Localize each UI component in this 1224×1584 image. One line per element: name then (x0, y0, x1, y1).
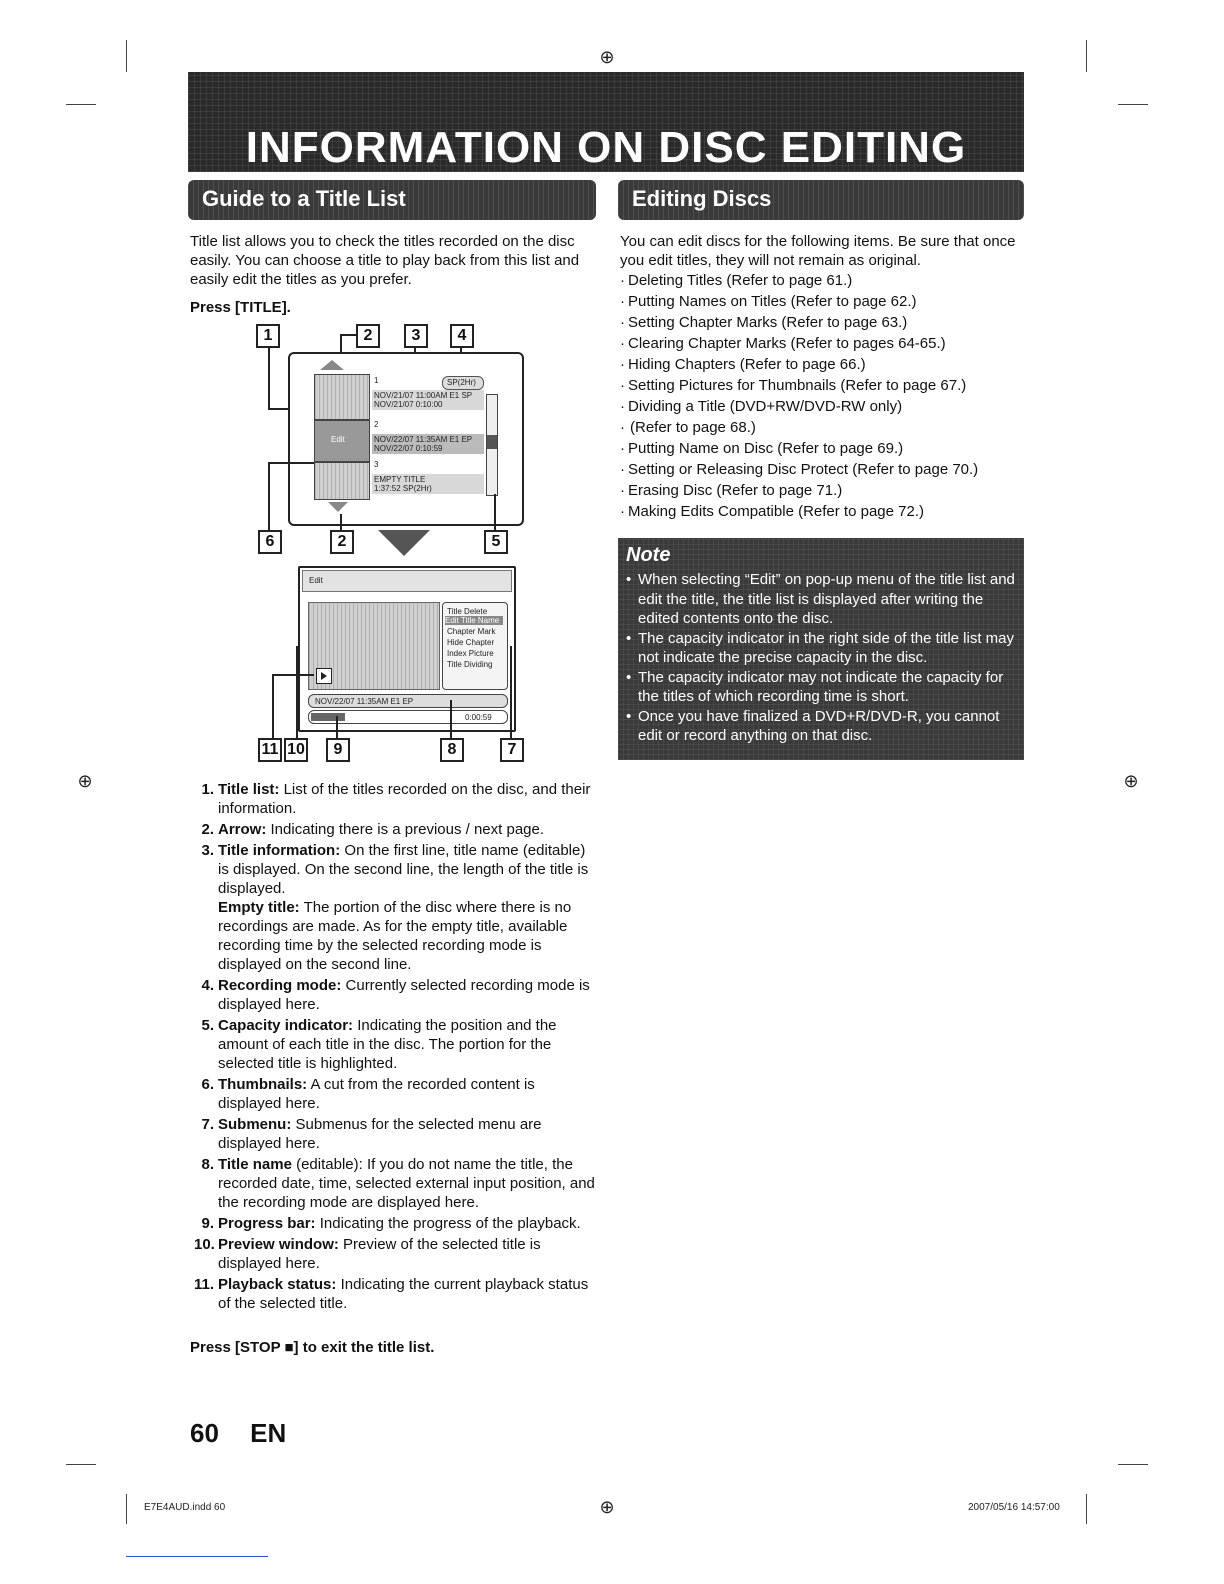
item-number: 3. (201, 842, 214, 859)
page-language: EN (250, 1418, 287, 1448)
callout-8: 8 (440, 738, 464, 762)
section-heading-editing-discs (618, 180, 1024, 220)
note-item: • The capacity indicator may not indicate the capacity for the titles of which recording time is short. (626, 668, 1018, 707)
thumbnail-selected (314, 420, 370, 462)
item-number: 8. (201, 1156, 214, 1173)
crop-mark (1118, 1464, 1148, 1465)
item-term: Capacity indicator: (218, 1017, 354, 1034)
callout-6: 6 (258, 530, 282, 554)
title-row-info (372, 434, 484, 454)
title-info-line1: NOV/21/07 11:00AM E1 SP (374, 391, 473, 400)
item-text: Indicating there is a previous / next page. (270, 821, 545, 838)
definition-item (194, 1075, 600, 1113)
definition-item (194, 780, 600, 818)
definition-list (194, 780, 600, 1315)
page-banner (188, 72, 1024, 172)
callout-4: 4 (450, 324, 474, 348)
registration-mark-icon: ⊕ (599, 47, 615, 67)
title-row-selected[interactable] (372, 420, 482, 460)
thumbnail (314, 374, 370, 420)
crop-mark (126, 1494, 127, 1524)
section-heading-text: Guide to a Title List (202, 186, 406, 211)
leader-line (510, 646, 512, 738)
title-number: 1 (374, 376, 379, 385)
list-item: · Erasing Disc (Refer to page 71.) (620, 480, 1020, 501)
note-box (618, 538, 1024, 760)
item-text: Preview of the selected title is displayed here. (218, 1236, 541, 1272)
list-item: · Setting or Releasing Disc Protect (Refer to page 70.) (620, 459, 1020, 480)
title-info-line2: NOV/22/07 0:10:59 (374, 444, 443, 453)
callout-3: 3 (404, 324, 428, 348)
crop-mark (1086, 40, 1087, 72)
footer-timestamp: 2007/05/16 14:57:00 (968, 1502, 1060, 1513)
item-number: 9. (201, 1215, 214, 1232)
callout-1: 1 (256, 324, 280, 348)
item-term: Title list: (218, 781, 280, 798)
callout-11: 11 (258, 738, 282, 762)
progress-bar (308, 710, 508, 724)
item-term: Progress bar: (218, 1215, 316, 1232)
definition-item (194, 820, 600, 839)
list-item-continuation: · (Refer to page 68.) (620, 417, 1020, 438)
leader-line (340, 334, 356, 336)
crop-mark (126, 40, 127, 72)
down-arrow-icon (328, 502, 348, 512)
play-status-icon (316, 668, 332, 684)
title-row-info (372, 474, 484, 494)
item-term: Preview window: (218, 1236, 339, 1253)
registration-mark-icon: ⊕ (77, 771, 93, 791)
editing-discs-intro: You can edit discs for the following items. Be sure that once you edit titles, they will not remain as original. (620, 233, 1016, 269)
title-info-line1: NOV/22/07 11:35AM E1 EP (374, 435, 473, 444)
list-item: · Hiding Chapters (Refer to page 66.) (620, 354, 1020, 375)
list-item: · Putting Name on Disc (Refer to page 69.) (620, 438, 1020, 459)
play-icon (321, 672, 327, 680)
down-arrow-icon (378, 530, 430, 556)
item-text: On the first line, title name (editable) is displayed. On the second line, the length of the title is displayed. (218, 842, 589, 897)
item-number: 4. (201, 977, 214, 994)
list-item: · Deleting Titles (Refer to page 61.) (620, 270, 1020, 291)
callout-9: 9 (326, 738, 350, 762)
title-number: 2 (374, 420, 379, 429)
item-number: 2. (201, 821, 214, 838)
item-number: 6. (201, 1076, 214, 1093)
registration-mark-icon: ⊕ (1123, 771, 1139, 791)
item-text: A cut from the recorded content is displayed here. (218, 1076, 535, 1112)
list-item: · Putting Names on Titles (Refer to page 62.) (620, 291, 1020, 312)
item-term: Thumbnails: (218, 1076, 308, 1093)
submenu-item[interactable]: Hide Chapter (447, 638, 495, 647)
section-heading-text: Editing Discs (632, 186, 772, 211)
edit-label: Edit (331, 435, 345, 444)
definition-item (194, 1115, 600, 1153)
playback-time: 0:00:59 (465, 713, 492, 722)
list-item: · Setting Chapter Marks (Refer to page 63.) (620, 312, 1020, 333)
recording-mode-text: SP(2Hr) (447, 378, 476, 387)
callout-10: 10 (284, 738, 308, 762)
list-item: · Clearing Chapter Marks (Refer to pages 64-65.) (620, 333, 1020, 354)
item-term: Empty title: (218, 899, 300, 916)
submenu-item[interactable]: Index Picture (447, 649, 494, 658)
item-text: Submenus for the selected menu are displayed here. (218, 1116, 542, 1152)
definition-item (194, 1275, 600, 1313)
page-title: INFORMATION ON DISC EDITING (245, 123, 967, 172)
definition-item (194, 976, 600, 1014)
leader-line (272, 674, 314, 676)
title-row-info (372, 390, 484, 410)
item-number: 7. (201, 1116, 214, 1133)
definition-item (194, 1214, 600, 1233)
submenu-item-selected[interactable]: Edit Title Name (445, 616, 503, 625)
leader-line (268, 462, 270, 530)
submenu (442, 602, 508, 690)
definition-item (194, 1016, 600, 1073)
item-text: List of the titles recorded on the disc, and their information. (218, 781, 591, 817)
item-text: If you do not name the title, the recorded date, time, selected external input position, and the recording mode are displayed here. (218, 1156, 595, 1211)
title-info-line2: NOV/21/07 0:10:00 (374, 400, 443, 409)
list-item: · Setting Pictures for Thumbnails (Refer to page 67.) (620, 375, 1020, 396)
leader-line (450, 700, 452, 738)
up-arrow-icon (320, 360, 344, 370)
page-number (190, 1418, 286, 1449)
leader-line (296, 646, 298, 738)
callout-2: 2 (356, 324, 380, 348)
list-item: · Making Edits Compatible (Refer to page 72.) (620, 501, 1020, 522)
note-list (626, 570, 1018, 746)
item-text: The portion of the disc where there is no recordings are made. As for the empty title, available recording time by the selected recording mode is displayed on the second line. (218, 899, 572, 973)
title-name-text: NOV/22/07 11:35AM E1 EP (315, 697, 414, 706)
callout-7: 7 (500, 738, 524, 762)
crop-mark (1086, 1494, 1087, 1524)
editing-items-list (620, 270, 1020, 522)
title-row-empty[interactable] (372, 460, 482, 500)
thumbnail (314, 462, 370, 500)
title-info-line1: EMPTY TITLE (374, 475, 426, 484)
registration-mark-icon: ⊕ (599, 1497, 615, 1517)
item-term: Title name (218, 1156, 292, 1173)
item-term: Recording mode: (218, 977, 342, 994)
item-text: Indicating the position and the amount of each title in the disc. The portion for the selected title is highlighted. (218, 1017, 557, 1072)
page-number-value: 60 (190, 1418, 219, 1448)
title-row[interactable] (372, 376, 482, 416)
item-text: Indicating the progress of the playback. (319, 1215, 581, 1232)
capacity-indicator (486, 394, 498, 496)
note-title: Note (626, 544, 671, 566)
leader-line (268, 462, 314, 464)
item-term: Title information: (218, 842, 341, 859)
item-text: Indicating the current playback status of the selected title. (218, 1276, 589, 1312)
footer-filename: E7E4AUD.indd 60 (144, 1502, 226, 1513)
leader-line (340, 514, 342, 530)
definition-item (194, 1235, 600, 1273)
title-list-screen (288, 352, 524, 526)
press-title-instruction: Press [TITLE]. (190, 299, 291, 316)
leader-line (494, 494, 496, 530)
item-term: Arrow: (218, 821, 267, 838)
footer-link-line (126, 1556, 268, 1557)
item-text: Currently selected recording mode is displayed here. (218, 977, 590, 1013)
edit-screen (298, 566, 516, 732)
edit-header-text: Edit (309, 576, 323, 585)
section-heading-title-list (188, 180, 596, 220)
crop-mark (66, 104, 96, 105)
note-item: • Once you have finalized a DVD+R/DVD-R, you cannot edit or record anything on that disc. (626, 707, 1018, 746)
leader-line (272, 674, 274, 738)
leader-line (268, 348, 270, 410)
title-name-bar (308, 694, 508, 708)
title-list-intro: Title list allows you to check the titles recorded on the disc easily. You can choose a title to play back from this list and easily edit the titles as you prefer. (190, 233, 580, 288)
capacity-highlight (487, 435, 497, 449)
crop-mark (66, 1464, 96, 1465)
progress-fill (311, 713, 345, 721)
title-number: 3 (374, 460, 379, 469)
item-term-suffix: (editable): (291, 1156, 363, 1173)
submenu-item[interactable]: Chapter Mark (447, 627, 496, 636)
item-term: Playback status: (218, 1276, 337, 1293)
note-item: • When selecting “Edit” on pop-up menu of the title list and edit the title, the title list is displayed after writing the edited contents onto the disc. (626, 570, 1018, 629)
note-item: • The capacity indicator in the right side of the title list may not indicate the precise capacity in the disc. (626, 629, 1018, 668)
item-number: 5. (201, 1017, 214, 1034)
exit-instruction: Press [STOP ■] to exit the title list. (190, 1339, 435, 1356)
item-number: 10. (194, 1236, 215, 1253)
list-item: · Dividing a Title (DVD+RW/DVD-RW only) (620, 396, 1020, 417)
definition-item (194, 841, 600, 974)
edit-header (302, 570, 512, 592)
submenu-item[interactable]: Title Dividing (447, 660, 493, 669)
item-number: 11. (194, 1276, 215, 1293)
item-term: Submenu: (218, 1116, 292, 1133)
title-info-line2: 1:37:52 SP(2Hr) (374, 484, 432, 493)
callout-5: 5 (484, 530, 508, 554)
item-number: 1. (201, 781, 214, 798)
submenu-item[interactable]: Title Delete (447, 607, 488, 616)
callout-2: 2 (330, 530, 354, 554)
crop-mark (1118, 104, 1148, 105)
leader-line (336, 716, 338, 738)
definition-item (194, 1155, 600, 1212)
